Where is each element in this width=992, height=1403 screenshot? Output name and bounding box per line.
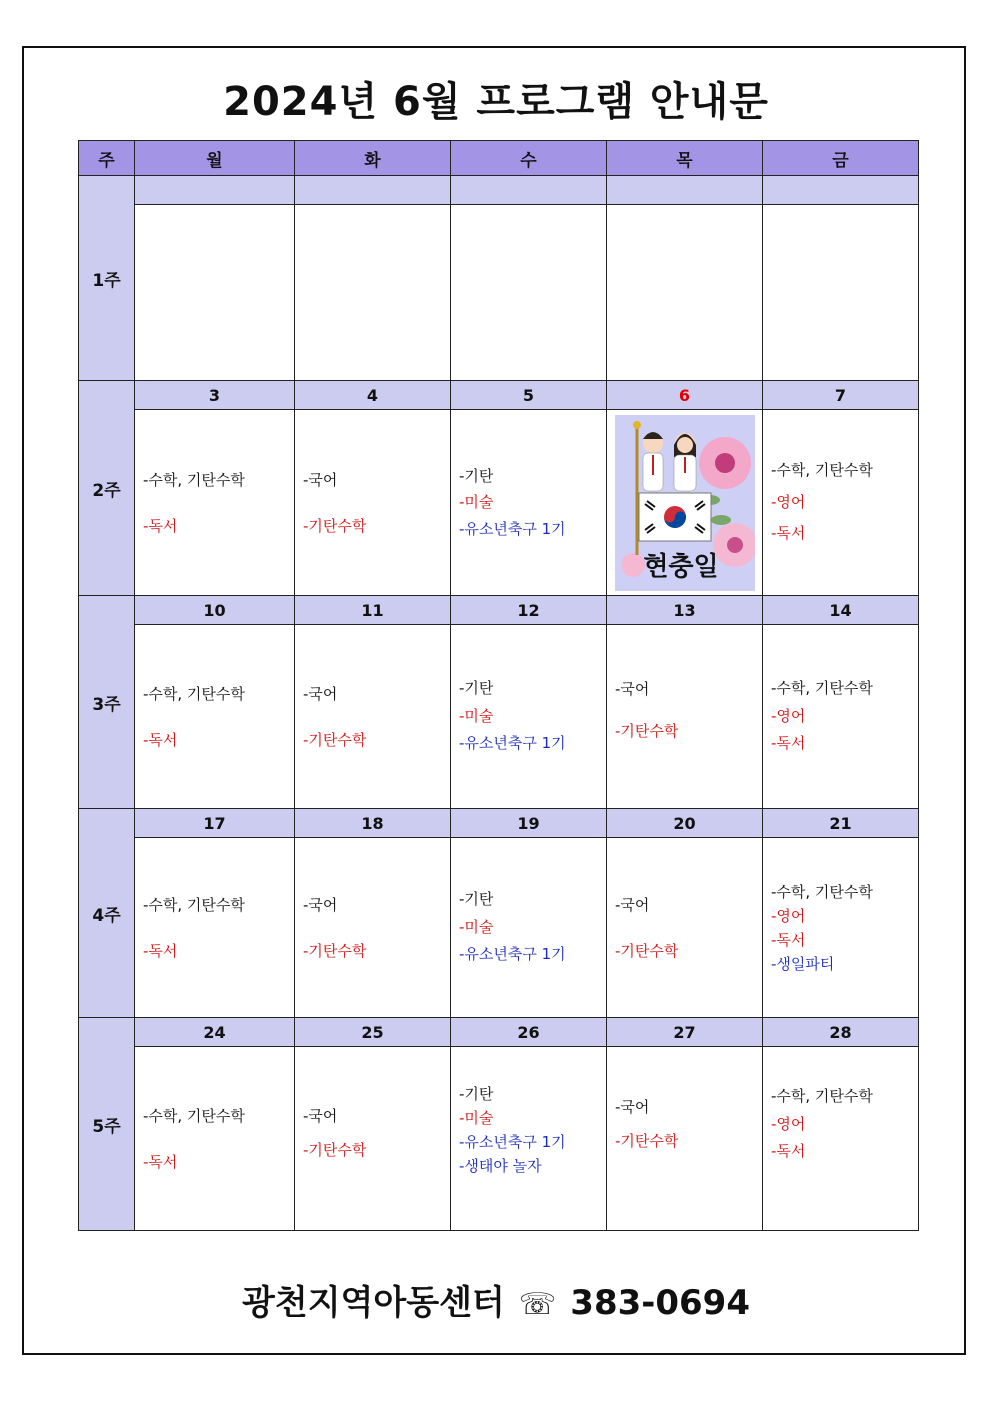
week2-body-row (79, 410, 919, 596)
week3-body-row (79, 625, 919, 809)
program-item: -영어 (771, 706, 806, 725)
program-calendar (78, 140, 919, 1231)
day-cell (135, 205, 295, 381)
program-item: -독서 (143, 941, 178, 960)
week-label: 2주 (79, 381, 135, 596)
week1-date-row (79, 176, 919, 205)
week-label: 5주 (79, 1018, 135, 1231)
date-cell: 5 (451, 381, 607, 410)
date-cell: 20 (607, 809, 763, 838)
program-item: -수학, 기탄수학 (143, 470, 245, 489)
program-item: -독서 (771, 1142, 806, 1161)
date-cell: 24 (135, 1018, 295, 1047)
day-cell (135, 838, 295, 1018)
header-thu: 목 (607, 141, 763, 176)
program-item: -생태야 놀자 (459, 1156, 542, 1175)
program-item: -수학, 기탄수학 (771, 1086, 873, 1105)
program-item: -수학, 기탄수학 (771, 882, 873, 901)
holiday-text: 현충일 (642, 551, 719, 582)
program-item: -미술 (459, 493, 494, 512)
day-cell (451, 625, 607, 809)
day-cell (295, 838, 451, 1018)
date-cell: 21 (763, 809, 919, 838)
program-item: -국어 (303, 470, 338, 489)
program-item: -유소년축구 1기 (459, 945, 566, 964)
date-cell: 27 (607, 1018, 763, 1047)
week5-body-row (79, 1047, 919, 1231)
program-item: -수학, 기탄수학 (143, 895, 245, 914)
date-cell: 25 (295, 1018, 451, 1047)
program-item: -미술 (459, 917, 494, 936)
date-cell: 4 (295, 381, 451, 410)
date-cell (763, 176, 919, 205)
date-cell (135, 176, 295, 205)
date-cell-holiday: 6 (607, 381, 763, 410)
week3-date-row (79, 596, 919, 625)
program-item: -독서 (771, 734, 806, 753)
date-cell: 12 (451, 596, 607, 625)
program-item: -국어 (303, 895, 338, 914)
day-cell (607, 1047, 763, 1231)
header-row (79, 141, 919, 176)
day-cell (763, 410, 919, 596)
date-cell: 13 (607, 596, 763, 625)
date-cell: 17 (135, 809, 295, 838)
program-item: -국어 (615, 895, 650, 914)
week-label: 4주 (79, 809, 135, 1018)
program-item: -영어 (771, 492, 806, 511)
program-item: -수학, 기탄수학 (771, 461, 873, 480)
program-item: -기탄수학 (615, 721, 679, 740)
program-item: -기탄 (459, 678, 494, 697)
memorial-day-illustration (615, 415, 755, 591)
day-cell (451, 1047, 607, 1231)
day-cell (451, 410, 607, 596)
date-cell: 28 (763, 1018, 919, 1047)
week-label: 3주 (79, 596, 135, 809)
program-item: -독서 (771, 524, 806, 543)
program-item: -생일파티 (771, 954, 835, 973)
header-fri: 금 (763, 141, 919, 176)
date-cell: 11 (295, 596, 451, 625)
program-item: -독서 (143, 730, 178, 749)
header-mon: 월 (135, 141, 295, 176)
week5-date-row (79, 1018, 919, 1047)
program-item: -수학, 기탄수학 (771, 678, 873, 697)
program-item: -독서 (143, 516, 178, 535)
memorial-day-picture (615, 415, 755, 591)
header-week: 주 (79, 141, 135, 176)
date-cell (295, 176, 451, 205)
date-cell: 10 (135, 596, 295, 625)
program-item: -기탄 (459, 467, 494, 486)
week2-date-row (79, 381, 919, 410)
program-item: -기탄수학 (303, 516, 367, 535)
week4-date-row (79, 809, 919, 838)
program-item: -수학, 기탄수학 (143, 684, 245, 703)
day-cell (763, 1047, 919, 1231)
day-cell (763, 205, 919, 381)
header-wed: 수 (451, 141, 607, 176)
day-cell (135, 1047, 295, 1231)
day-cell (135, 625, 295, 809)
date-cell: 14 (763, 596, 919, 625)
day-cell (295, 205, 451, 381)
program-item: -기탄 (459, 889, 494, 908)
day-cell (135, 410, 295, 596)
program-item: -기탄수학 (303, 1140, 367, 1159)
program-item: -기탄수학 (303, 941, 367, 960)
day-cell (451, 205, 607, 381)
program-item: -기탄수학 (615, 1131, 679, 1150)
day-cell (607, 205, 763, 381)
day-cell (451, 838, 607, 1018)
day-cell (763, 838, 919, 1018)
week4-body-row (79, 838, 919, 1018)
center-name: 광천지역아동센터 (242, 1283, 505, 1323)
program-item: -수학, 기탄수학 (143, 1106, 245, 1125)
program-item: -유소년축구 1기 (459, 1132, 566, 1151)
program-item: -영어 (771, 906, 806, 925)
date-cell: 18 (295, 809, 451, 838)
program-item: -국어 (303, 684, 338, 703)
page-title: 2024년 6월 프로그램 안내문 (223, 79, 769, 125)
day-cell (763, 625, 919, 809)
program-item: -미술 (459, 1108, 494, 1127)
day-cell (295, 1047, 451, 1231)
footer (0, 1275, 992, 1324)
day-cell (607, 625, 763, 809)
week-label: 1주 (79, 176, 135, 381)
week1-body-row (79, 205, 919, 381)
program-item: -국어 (615, 679, 650, 698)
date-cell: 3 (135, 381, 295, 410)
date-cell (607, 176, 763, 205)
program-item: -국어 (303, 1106, 338, 1125)
phone-number: 383-0694 (570, 1283, 750, 1323)
date-cell: 26 (451, 1018, 607, 1047)
header-tue: 화 (295, 141, 451, 176)
day-cell (607, 838, 763, 1018)
date-cell (451, 176, 607, 205)
program-item: -기탄 (459, 1084, 494, 1103)
program-item: -유소년축구 1기 (459, 519, 566, 538)
program-item: -독서 (771, 930, 806, 949)
date-cell: 19 (451, 809, 607, 838)
program-item: -미술 (459, 706, 494, 725)
program-item: -독서 (143, 1152, 178, 1171)
phone-icon: ☏ (518, 1287, 557, 1322)
program-item: -유소년축구 1기 (459, 734, 566, 753)
program-item: -기탄수학 (303, 730, 367, 749)
date-cell: 7 (763, 381, 919, 410)
program-item: -국어 (615, 1097, 650, 1116)
day-cell-holiday (607, 410, 763, 596)
program-item: -기탄수학 (615, 941, 679, 960)
program-item: -영어 (771, 1114, 806, 1133)
day-cell (295, 625, 451, 809)
day-cell (295, 410, 451, 596)
